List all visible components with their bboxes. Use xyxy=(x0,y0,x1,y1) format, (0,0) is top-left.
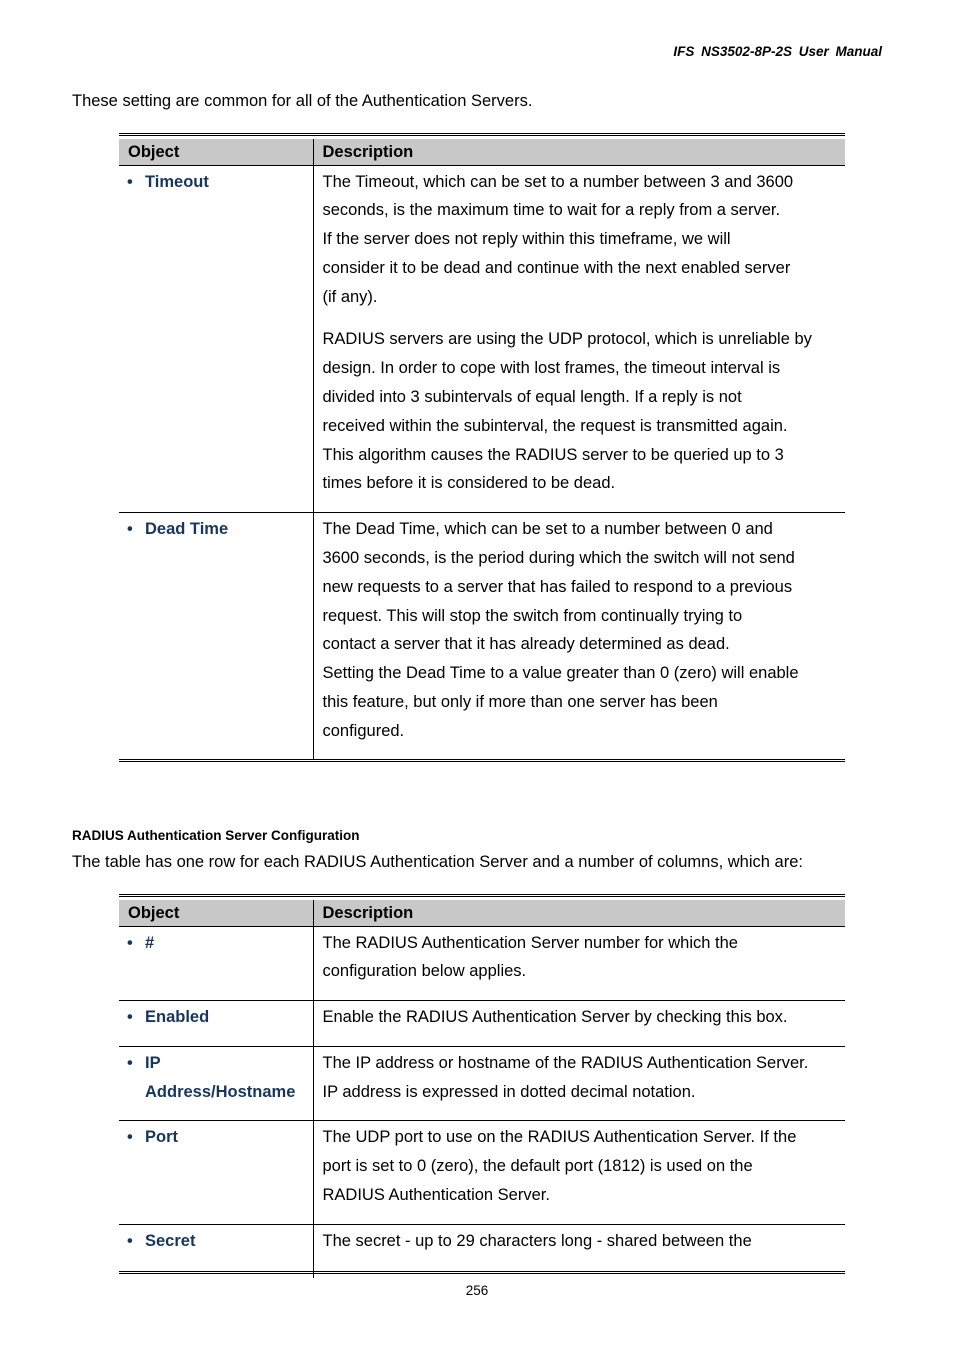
table-row: • # The RADIUS Authentication Server number for which the configuration below applies. xyxy=(119,926,845,1001)
table1-bottom-rule xyxy=(119,759,845,762)
bullet-icon: • xyxy=(127,1231,133,1250)
table-common-settings xyxy=(119,139,845,760)
table-radius-auth-server xyxy=(119,900,845,1278)
object-dead-time: Dead Time xyxy=(145,520,229,539)
object-port: Port xyxy=(145,1128,178,1147)
timeout-description-para-2: RADIUS servers are using the UDP protocol, which is unreliable by design. In order to cope with lost frames, the timeout interval is divided into 3 subintervals of equal length. If a reply is not received within the subinterval, the request is transmitted again. This algorithm causes the RADIUS server to be queried up to 3 times before it is considered to be dead. xyxy=(322,330,812,493)
object-secret: Secret xyxy=(145,1231,196,1250)
bullet-icon: • xyxy=(127,933,133,952)
table-row xyxy=(119,165,845,513)
table-row: • IP Address/Hostname The IP address or hostname of the RADIUS Authentication Server. IP address is expressed in dotted decimal notation. xyxy=(119,1046,845,1121)
table2-header-description: Description xyxy=(313,900,845,926)
table2-top-rule xyxy=(119,894,845,897)
table-row xyxy=(119,513,845,760)
page-number: 256 xyxy=(465,1283,489,1298)
object-address-hostname: Address/Hostname xyxy=(145,1082,296,1101)
bullet-icon: • xyxy=(127,520,133,539)
section-text: The table has one row for each RADIUS Authentication Server and a number of columns, which are: xyxy=(72,853,803,871)
intro-text: These setting are common for all of the Authentication Servers. xyxy=(72,92,533,110)
object-timeout: Timeout xyxy=(145,172,209,191)
document-header: IFS NS3502-8P-2S User Manual xyxy=(673,44,882,59)
table2-bottom-rule xyxy=(119,1271,845,1274)
table-row: • Port The UDP port to use on the RADIUS Authentication Server. If the port is set to 0 (zero), the default port (1812) is used on the RADIUS Authentication Server. xyxy=(119,1121,845,1224)
table1-header-object: Object xyxy=(119,139,313,165)
table-row: • Enabled Enable the RADIUS Authentication Server by checking this box. xyxy=(119,1001,845,1047)
object-number: # xyxy=(145,933,155,952)
bullet-icon: • xyxy=(127,1128,133,1147)
object-ip: IP xyxy=(145,1053,161,1072)
bullet-icon: • xyxy=(127,1008,133,1027)
dead-time-description: The Dead Time, which can be set to a number between 0 and 3600 seconds, is the period during which the switch will not send new requests to a server that has failed to respond to a previous request. This will stop the switch from continually trying to contact a server that it has already determined as dead. Setting the Dead Time to a value greater than 0 (zero) will enable this feature, but only if more than one server has been configured. xyxy=(322,520,799,740)
bullet-icon: • xyxy=(127,172,133,191)
bullet-icon: • xyxy=(127,1053,133,1072)
section-title: RADIUS Authentication Server Configuration xyxy=(72,828,360,843)
table1-top-rule xyxy=(119,133,845,136)
table2-header-object: Object xyxy=(119,900,313,926)
table-row: • Secret The secret - up to 29 characters long - shared between the xyxy=(119,1224,845,1277)
timeout-description-para-1: The Timeout, which can be set to a number between 3 and 3600 seconds, is the maximum time to wait for a reply from a server. If the server does not reply within this timeframe, we will consider it to be dead and continue with the next enabled server (if any). xyxy=(322,172,794,306)
table1-header-description: Description xyxy=(313,139,845,165)
object-enabled: Enabled xyxy=(145,1008,210,1027)
